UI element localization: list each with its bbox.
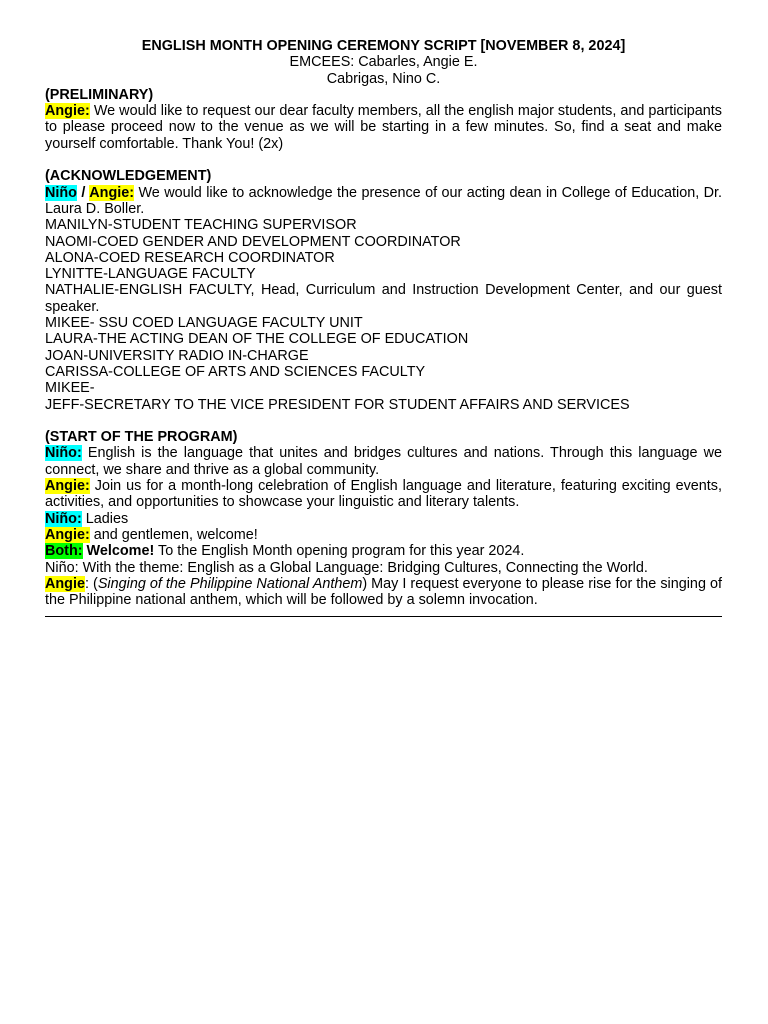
preliminary-paragraph — [45, 103, 722, 152]
ack-list-item: ALONA-COED RESEARCH COORDINATOR — [45, 249, 335, 266]
program-line-text: Join us for a month-long celebration of English language and literature, featuring exciting events, activities, and opportunities to showcase your linguistic and literary talents. — [45, 478, 722, 511]
emcee-line-1: EMCEES: Cabarles, Angie E. — [289, 54, 478, 71]
acknowledgement-heading: (ACKNOWLEDGEMENT) — [45, 168, 212, 185]
speaker-label-nino: Niño — [45, 184, 77, 201]
blank-line — [45, 413, 722, 429]
program-line-text: : ( — [84, 575, 98, 592]
ack-list-item: MIKEE- SSU COED LANGUAGE FACULTY UNIT — [45, 315, 363, 332]
program-line-text: Ladies — [81, 510, 129, 527]
speaker-label-angie: Angie: — [89, 184, 135, 201]
program-heading: (START OF THE PROGRAM) — [45, 429, 238, 446]
ack-list-item: CARISSA-COLLEGE OF ARTS AND SCIENCES FACULTY — [45, 363, 426, 380]
speaker-label-angie: Angie — [45, 575, 85, 592]
ack-list-item: NATHALIE-ENGLISH FACULTY, Head, Curriculum and Instruction Development Center, and our guest speaker. — [45, 282, 722, 315]
ack-list-item: JEFF-SECRETARY TO THE VICE PRESIDENT FOR STUDENT AFFAIRS AND SERVICES — [45, 396, 630, 413]
program-line-text: English is the language that unites and bridges cultures and nations. Through this language we connect, we share and thrive as a global community. — [45, 445, 722, 478]
speaker-label-angie: Angie: — [45, 478, 90, 495]
anthem-cue: Singing of the Philippine National Anthem — [97, 575, 363, 592]
program-line-text: To the English Month opening program for this year 2024. — [154, 543, 525, 560]
speaker-separator: / — [76, 184, 90, 201]
speaker-label-nino: Niño: — [45, 445, 82, 462]
document-title: ENGLISH MONTH OPENING CEREMONY SCRIPT [NOVEMBER 8, 2024] — [141, 38, 626, 54]
program-line — [45, 445, 722, 478]
ack-list-item: LYNITTE-LANGUAGE FACULTY — [45, 266, 256, 283]
program-line — [45, 527, 722, 543]
program-line — [45, 543, 722, 559]
welcome-emphasis: Welcome! — [82, 543, 155, 560]
speaker-label-nino: Niño: — [45, 510, 82, 527]
program-line — [45, 511, 722, 527]
ack-list-item: MIKEE- — [45, 380, 95, 397]
preliminary-text: We would like to request our dear faculty members, all the english major students, and participants to please proceed now to the venue as we will be starting in a few minutes. So, find a seat and make yourself comfortable. Thank You! (2x) — [45, 103, 722, 152]
acknowledgement-text: We would like to acknowledge the presence of our acting dean in College of Education, Dr. Laura D. Boller. — [45, 184, 722, 217]
ack-list-item: NAOMI-COED GENDER AND DEVELOPMENT COORDINATOR — [45, 233, 461, 250]
ack-list-item: JOAN-UNIVERSITY RADIO IN-CHARGE — [45, 347, 309, 364]
speaker-label-angie: Angie: — [45, 526, 90, 543]
program-line-text: and gentlemen, welcome! — [89, 526, 258, 543]
ack-list-item: LAURA-THE ACTING DEAN OF THE COLLEGE OF EDUCATION — [45, 331, 469, 348]
emcee-line-2: Cabrigas, Nino C. — [326, 70, 441, 87]
speaker-label-both: Both: — [45, 543, 83, 560]
ack-list-item: MANILYN-STUDENT TEACHING SUPERVISOR — [45, 217, 357, 234]
horizontal-rule — [45, 616, 722, 617]
document-page — [45, 38, 722, 617]
preliminary-heading: (PRELIMINARY) — [45, 86, 154, 103]
program-line — [45, 478, 722, 511]
acknowledgement-paragraph — [45, 185, 722, 218]
blank-line — [45, 152, 722, 168]
speaker-label-angie: Angie: — [45, 103, 90, 120]
program-line-text: ) May I request everyone to please rise for the singing of the Philippine national anthem, which will be followed by a solemn invocation. — [45, 575, 722, 609]
program-line — [45, 576, 722, 609]
program-line: Niño: With the theme: English as a Global Language: Bridging Cultures, Connecting the World. — [45, 559, 648, 576]
